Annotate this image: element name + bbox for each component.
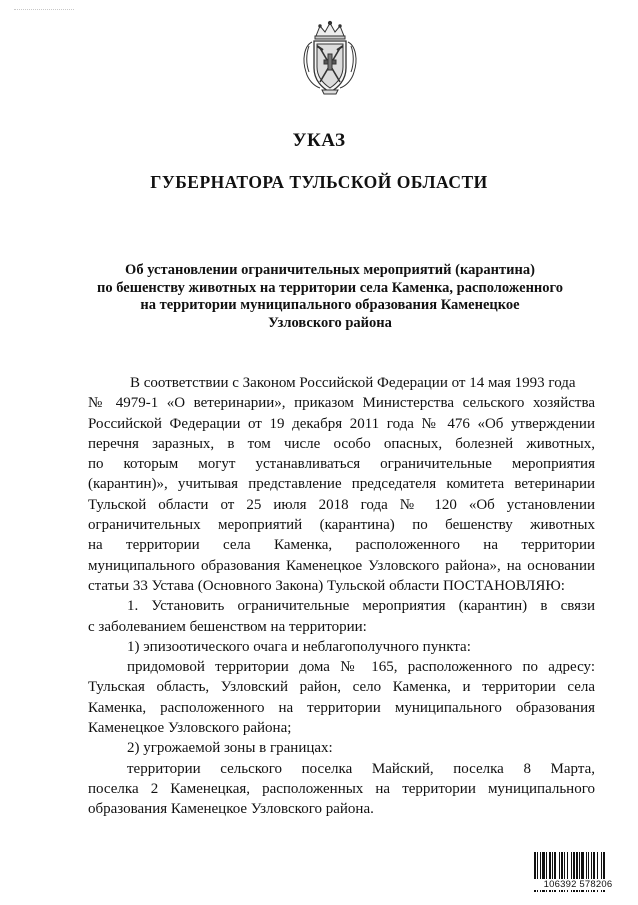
scan-artifact <box>14 9 74 13</box>
body-line: Каменецкое Узловского района; <box>88 720 292 737</box>
body-line: поселка 2 Каменецкая, расположенных на территории муниципального <box>88 780 595 797</box>
body-line: образования Каменецкое Узловского района. <box>88 801 374 818</box>
heading-line: по бешенству животных на территории села Каменка, расположенного <box>96 279 564 296</box>
body-line: 2) угрожаемой зоны в границах: <box>127 740 333 757</box>
body-line: 1. Установить ограничительные мероприятия (карантин) в связи <box>127 598 595 615</box>
document-issuer: ГУБЕРНАТОРА ТУЛЬСКОЙ ОБЛАСТИ <box>150 172 488 192</box>
barcode-number: 106392 578206 <box>532 879 624 890</box>
tula-coat-of-arms-icon <box>298 20 362 96</box>
body-line: В соответствии с Законом Российской Федерации от 14 мая 1993 года <box>130 375 576 391</box>
document-heading <box>70 262 590 332</box>
body-line: 1) эпизоотического очага и неблагополучного пункта: <box>127 638 471 655</box>
body-line: по которым могут устанавливаться ограничительные мероприятия <box>88 456 595 473</box>
body-line: Российской Федерации от 19 декабря 2011 года № 476 «Об утверждении <box>88 415 595 432</box>
body-line: Каменка, расположенного на территории муниципального образования <box>88 699 595 716</box>
body-line: (карантин)», учитывая представление председателя комитета ветеринарии <box>88 476 595 493</box>
body-line: № 4979-1 «О ветеринарии», приказом Министерства сельского хозяйства <box>88 395 595 412</box>
body-line: на территории села Каменка, расположенного на территории <box>88 537 595 554</box>
body-line: придомовой территории дома № 165, расположенного по адресу: <box>127 659 595 676</box>
document-body <box>0 373 638 820</box>
body-line: ограничительных мероприятий (карантина) по бешенству животных <box>88 517 595 534</box>
body-line: муниципального образования Каменецкое Узловского района», на основании <box>88 557 595 574</box>
heading-line: на территории муниципального образования Каменецкое <box>140 297 520 313</box>
body-line: статьи 33 Устава (Основного Закона) Тульской области ПОСТАНОВЛЯЮ: <box>88 577 565 594</box>
document-title: УКАЗ <box>292 130 346 151</box>
body-line: Тульская область, Узловский район, село Каменка, и территории села <box>88 679 595 696</box>
body-line: с заболеванием бешенством на территории: <box>88 618 367 635</box>
body-line: перечня заразных, в том числе особо опасных, болезней животных, <box>88 435 595 452</box>
body-line: территории сельского поселка Майский, поселка 8 Марта, <box>127 760 595 777</box>
heading-line: Об установлении ограничительных мероприятий (карантина) <box>125 262 535 278</box>
heading-line: Узловского района <box>268 314 392 331</box>
body-line: Тульской области от 25 июля 2018 года № 120 «Об установлении <box>88 496 595 513</box>
